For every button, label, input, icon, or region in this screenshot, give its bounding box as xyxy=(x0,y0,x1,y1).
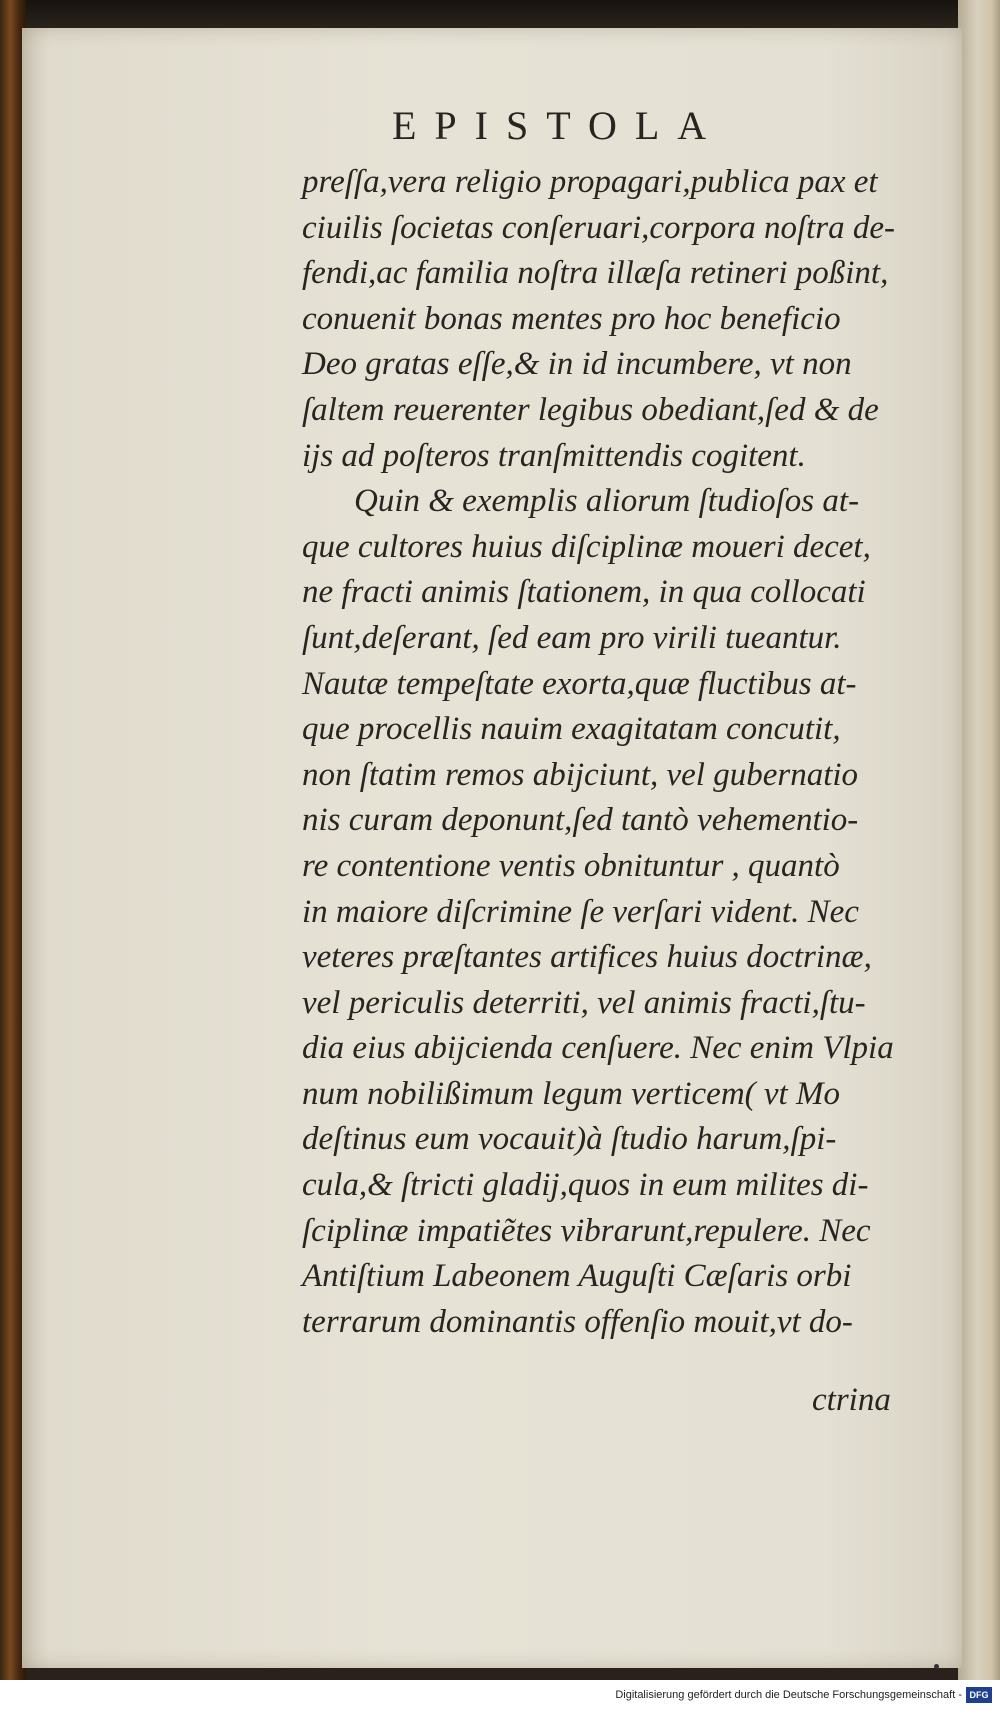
body-text xyxy=(302,160,902,1345)
text-line: re contentione ventis obnituntur , quantò xyxy=(302,847,840,884)
book-top-edge xyxy=(0,0,1000,30)
text-line: num nobilißimum legum verticem( vt Mo xyxy=(302,1075,840,1112)
text-line: ne fracti animis ſtationem, in qua collocati xyxy=(302,574,866,611)
page-mark xyxy=(934,1664,939,1669)
text-line: preſſa,vera religio propagari,publica pax et xyxy=(302,164,878,200)
catchword: ctrina xyxy=(812,1382,891,1418)
running-header: EPISTOLA xyxy=(392,103,725,148)
text-line: terrarum dominantis offenſio mouit,vt do- xyxy=(302,1303,853,1340)
text-line: que cultores huius diſciplinæ moueri decet, xyxy=(302,528,871,565)
text-line: dia eius abijcienda cenſuere. Nec enim Vlpia xyxy=(302,1030,894,1067)
text-line: ſciplinæ impatiẽtes vibrarunt,repulere. Nec xyxy=(302,1212,871,1249)
text-line: non ſtatim remos abijciunt, vel gubernatio xyxy=(302,756,859,793)
text-line: Antiſtium Labeonem Auguſti Cæſaris orbi xyxy=(302,1258,852,1295)
text-line: conuenit bonas mentes pro hoc beneficio xyxy=(302,300,841,337)
text-line: cula,& ſtricti gladij,quos in eum milites di- xyxy=(302,1167,869,1204)
text-line: ſunt,deſerant, ſed eam pro virili tueantur. xyxy=(302,619,842,656)
text-line: ijs ad poſteros tranſmittendis cogitent. xyxy=(302,437,806,474)
footer-credit: Digitalisierung gefördert durch die Deutsche Forschungsgemeinschaft - xyxy=(615,1689,962,1701)
page-edge xyxy=(958,0,1000,1715)
text-line: vel periculis deterriti, vel animis fracti,ſtu- xyxy=(302,984,866,1021)
text-line: Quin & exemplis aliorum ſtudioſos at- xyxy=(354,483,860,520)
text-line: fendi,ac familia noſtra illæſa retineri poßint, xyxy=(302,255,889,292)
text-line: Deo gratas eſſe,& in id incumbere, vt non xyxy=(302,346,852,383)
text-line: nis curam deponunt,ſed tantò vehementio- xyxy=(302,802,859,839)
text-line: Nautæ tempeſtate exorta,quæ fluctibus at- xyxy=(302,665,857,702)
text-line: ciuilis ſocietas conſeruari,corpora noſtra de- xyxy=(302,209,896,246)
text-line: que procellis nauim exagitatam concutit, xyxy=(302,711,841,748)
dfg-logo-icon: DFG xyxy=(966,1687,992,1703)
text-line: in maiore diſcrimine ſe verſari vident. Nec xyxy=(302,893,859,930)
text-line: deſtinus eum vocauit)à ſtudio harum,ſpi- xyxy=(302,1121,837,1158)
text-line: ſaltem reuerenter legibus obediant,ſed & de xyxy=(302,391,879,428)
footer-bar xyxy=(0,1680,1000,1715)
text-line: veteres præſtantes artifices huius doctrinæ, xyxy=(302,939,872,976)
